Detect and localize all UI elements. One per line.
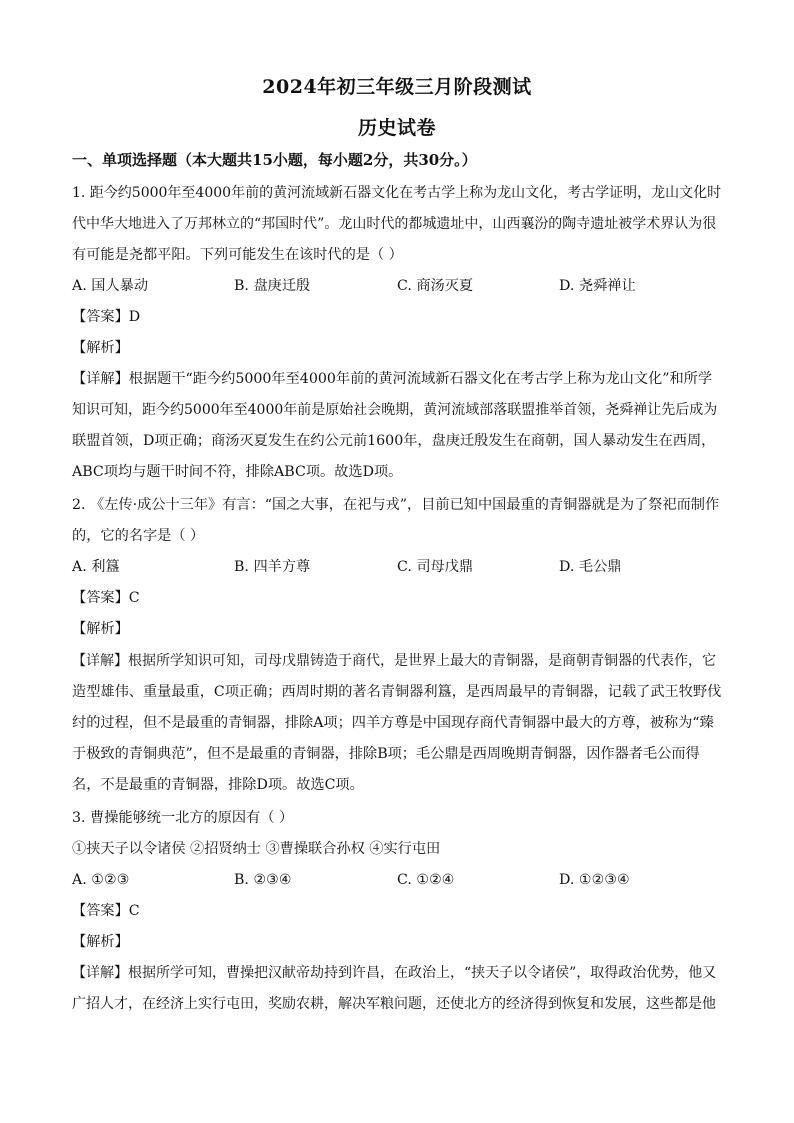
q2-detail-line: 纣的过程，但不是最重的青铜器，排除A项；四羊方尊是中国现存商代青铜器中最大的方尊，被称为“臻 [72,715,714,731]
q3-option-c: C. ①②④ [397,872,455,888]
q3-option-b: B. ②③④ [234,872,292,888]
q2-analysis-label: 【解析】 [72,621,129,637]
q3-statements: ①挟天子以令诸侯 ②招贤纳士 ③曹操联合孙权 ④实行屯田 [72,841,441,857]
q2-detail-line: 于极致的青铜典范”，但不是最重的青铜器，排除B项；毛公鼎是西周晚期青铜器，因作器者毛公而得 [72,746,700,762]
q2-stem-line: 的，它的名字是（ ） [72,528,205,544]
q3-analysis-label: 【解析】 [72,934,129,950]
q3-detail-line: 【详解】根据所学可知，曹操把汉献帝劫持到许昌，在政治上，“挟天子以令诸侯”，取得政治优势，他又 [72,965,717,981]
q2-option-a: A. 利簋 [72,559,120,575]
q2-detail-line: 造型雄伟、重量最重，C项正确；西周时期的著名青铜器利簋，是西周最早的青铜器，记载了武王牧野伐 [72,684,722,700]
q3-option-a: A. ①②③ [72,872,130,888]
q1-stem-line: 1. 距今约5000年至4000年前的黄河流域新石器文化在考古学上称为龙山文化，考古学证明，龙山文化时 [72,185,722,201]
q1-detail-line: 联盟首领，D项正确；商汤灭夏发生在约公元前1600年，盘庚迁殷发生在商朝，国人暴动发生在西周， [72,433,716,449]
q2-option-b: B. 四羊方尊 [234,559,311,575]
q1-detail-line: 【详解】根据题干“距今约5000年至4000年前的黄河流域新石器文化在考古学上称为龙山文化”和所学 [72,371,713,387]
q2-answer: 【答案】C [72,590,140,606]
q2-stem-line: 2. 《左传·成公十三年》有言：“国之大事，在祀与戎”，目前已知中国最重的青铜器就是为了祭祀而制作 [72,497,720,513]
q2-option-c: C. 司母戊鼎 [397,559,474,575]
q1-option-c: C. 商汤灭夏 [397,278,474,294]
q1-analysis-label: 【解析】 [72,340,129,356]
q1-option-d: D. 尧舜禅让 [559,278,636,294]
q1-option-b: B. 盘庚迁殷 [234,278,311,294]
q3-stem-line: 3. 曹操能够统一北方的原因有（ ） [72,810,294,826]
page-subtitle: 历史试卷 [357,117,436,139]
section-heading: 一、单项选择题（本大题共15小题，每小题2分，共30分。） [72,151,477,169]
q3-option-d: D. ①②③④ [559,872,630,888]
q3-answer: 【答案】C [72,903,140,919]
q1-answer: 【答案】D [72,309,141,325]
q2-option-d: D. 毛公鼎 [559,559,622,575]
q1-stem-line: 代中华大地进入了万邦林立的“邦国时代”。龙山时代的都城遗址中，山西襄汾的陶寺遗址被学术界认为很 [72,216,717,232]
q1-option-a: A. 国人暴动 [72,278,149,294]
q1-stem-line: 有可能是尧都平阳。下列可能发生在该时代的是（ ） [72,247,403,263]
q2-detail-line: 名，不是最重的青铜器，排除D项。故选C项。 [72,777,364,793]
q3-detail-line: 广招人才，在经济上实行屯田，奖励农耕，解决军粮问题，还使北方的经济得到恢复和发展，这些都是他 [72,996,716,1012]
q1-detail-line: 知识可知，距今约5000年至4000年前是原始社会晚期，黄河流域部落联盟推举首领，尧舜禅让先后成为 [72,402,718,418]
q1-detail-line: ABC项均与题干时间不符，排除ABC项。故选D项。 [72,464,403,480]
page-title: 2024年初三年级三月阶段测试 [262,76,532,98]
q2-detail-line: 【详解】根据所学知识可知，司母戊鼎铸造于商代，是世界上最大的青铜器，是商朝青铜器的代表作，它 [72,653,716,669]
